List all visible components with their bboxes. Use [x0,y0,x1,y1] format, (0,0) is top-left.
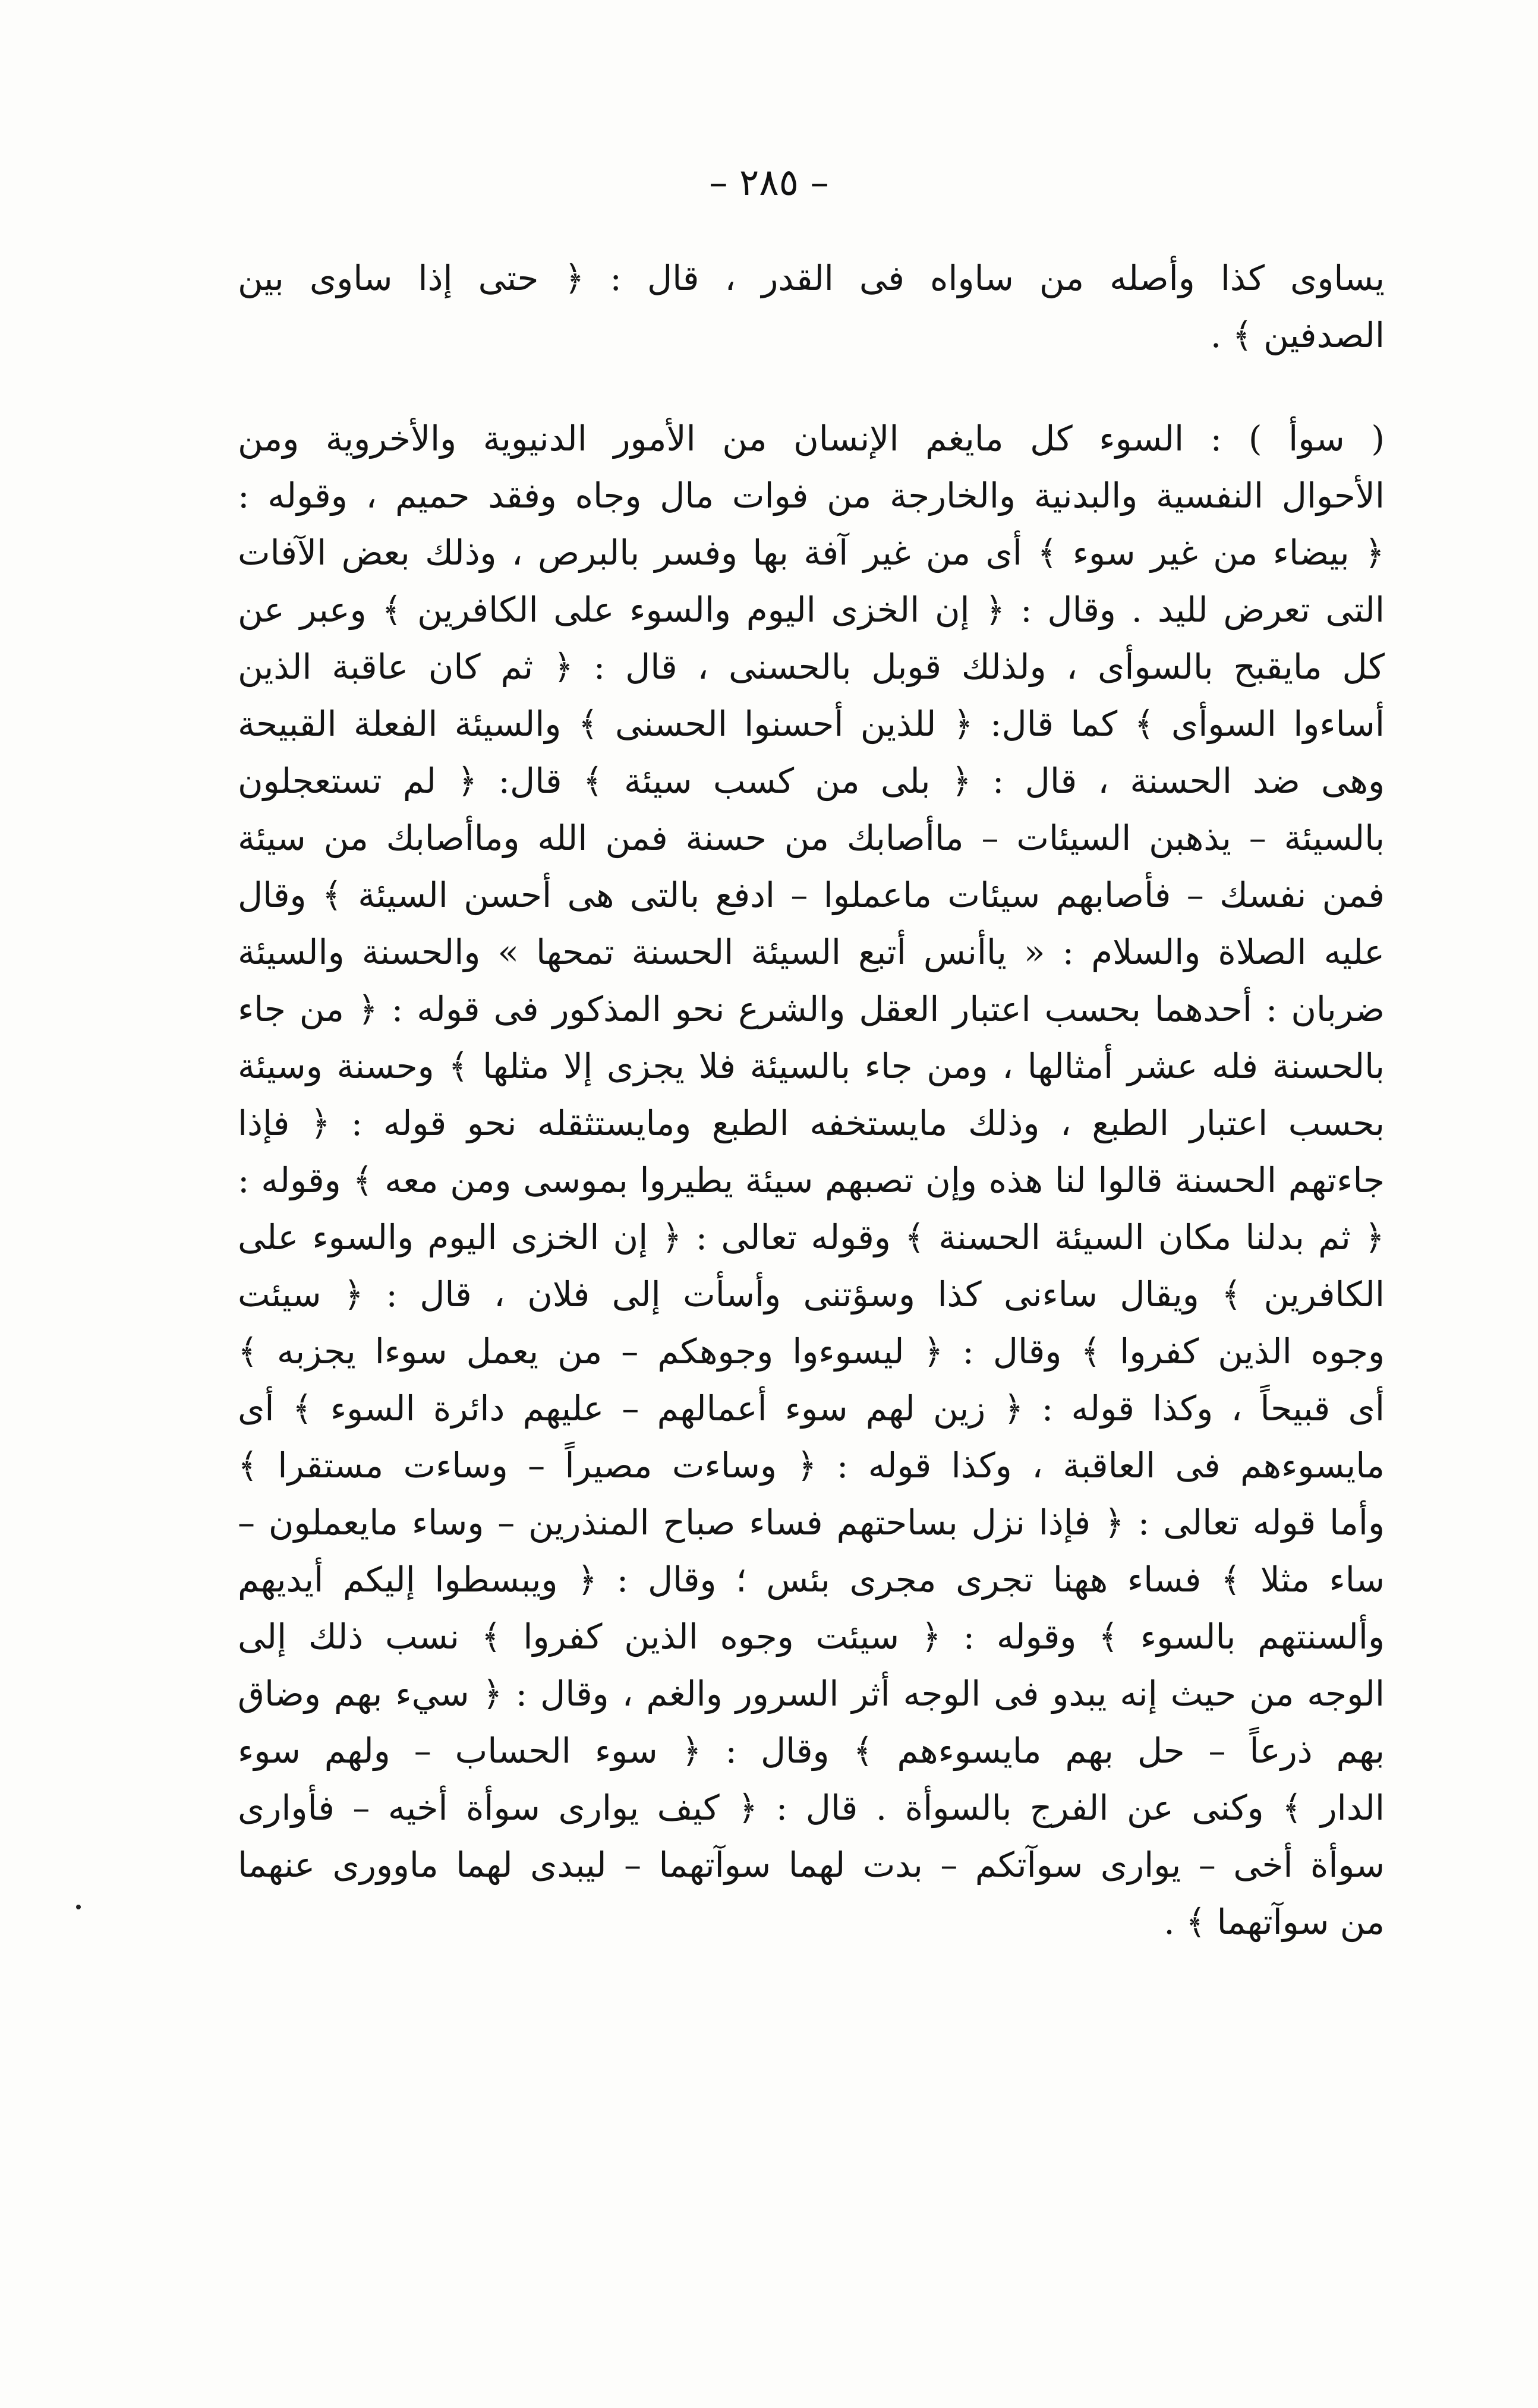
text-line: ساء مثلا ﴾ فساء ههنا تجرى مجرى بئس ؛ وقال : ﴿ ويبسطوا إليكم أيديهم [238,1559,1385,1600]
text-line: الصدفين ﴾ . [1210,315,1385,355]
text-line: من سوآتهما ﴾ . [1164,1902,1385,1942]
text-line: ﴿ ثم بدلنا مكان السيئة الحسنة ﴾ وقوله تعالى : ﴿ إن الخزى اليوم والسوء على [238,1217,1385,1257]
text-line: سوأة أخى – يوارى سوآتكم – بدت لهما سوآتهما – ليبدى لهما ماوورى عنهما [238,1845,1385,1885]
text-line: وأما قوله تعالى : ﴿ فإذا نزل بساحتهم فساء صباح المنذرين – وساء مايعملون – [238,1502,1385,1543]
text-line: عليه الصلاة والسلام : « ياأنس أتبع السيئة الحسنة تمحها » والحسنة والسيئة [238,932,1385,972]
text-line: وهى ضد الحسنة ، قال : ﴿ بلى من كسب سيئة ﴾ قال: ﴿ لم تستعجلون [238,761,1385,801]
text-line: بالسيئة – يذهبن السيئات – ماأصابك من حسنة فمن الله وماأصابك من سيئة [238,818,1385,858]
text-line: يساوى كذا وأصله من ساواه فى القدر ، قال : ﴿ حتى إذا ساوى بين [238,258,1385,298]
text-line: بهم ذرعاً – حل بهم مايسوءهم ﴾ وقال : ﴿ سوء الحساب – ولهم سوء [238,1731,1385,1771]
entry-heading-line: ( سوأ ) : السوء كل مايغم الإنسان من الأمور الدنيوية والأخروية ومن [238,418,1385,459]
text-line: وألسنتهم بالسوء ﴾ وقوله : ﴿ سيئت وجوه الذين كفروا ﴾ نسب ذلك إلى [238,1616,1385,1657]
text-line: جاءتهم الحسنة قالوا لنا هذه وإن تصبهم سيئة يطيروا بموسى ومن معه ﴾ وقوله : [238,1160,1385,1200]
entry-paragraph [238,410,1385,1950]
text-line: بحسب اعتبار الطبع ، وذلك مايستخفه الطبع ومايستثقله نحو قوله : ﴿ فإذا [238,1103,1385,1143]
text-line: الوجه من حيث إنه يبدو فى الوجه أثر السرور والغم ، وقال : ﴿ سيء بهم وضاق [238,1673,1385,1714]
text-line: وجوه الذين كفروا ﴾ وقال : ﴿ ليسوءوا وجوهكم – من يعمل سوءا يجزبه ﴾ [238,1331,1385,1372]
text-line: أساءوا السوأى ﴾ كما قال: ﴿ للذين أحسنوا الحسنى ﴾ والسيئة الفعلة القبيحة [238,704,1385,744]
text-line: مايسوءهم فى العاقبة ، وكذا قوله : ﴿ وساءت مصيراً – وساءت مستقرا ﴾ [238,1445,1385,1486]
text-line: أى قبيحاً ، وكذا قوله : ﴿ زين لهم سوء أعمالهم – عليهم دائرة السوء ﴾ أى [238,1388,1385,1429]
ink-speck [76,1905,81,1909]
text-line: الدار ﴾ وكنى عن الفرج بالسوأة . قال : ﴿ كيف يوارى سوأة أخيه – فأوارى [238,1788,1385,1828]
text-line: كل مايقبح بالسوأى ، ولذلك قوبل بالحسنى ، قال : ﴿ ثم كان عاقبة الذين [238,647,1385,687]
text-line: الكافرين ﴾ ويقال ساءنى كذا وسؤتنى وأسأت إلى فلان ، قال : ﴿ سيئت [238,1274,1385,1315]
text-line: فمن نفسك – فأصابهم سيئات ماعملوا – ادفع بالتى هى أحسن السيئة ﴾ وقال [238,875,1385,915]
text-line: بالحسنة فله عشر أمثالها ، ومن جاء بالسيئة فلا يجزى إلا مثلها ﴾ وحسنة وسيئة [238,1046,1385,1086]
intro-paragraph [238,250,1385,364]
text-line: ﴿ بيضاء من غير سوء ﴾ أى من غير آفة بها وفسر بالبرص ، وذلك بعض الآفات [238,532,1385,573]
text-line: ضربان : أحدهما بحسب اعتبار العقل والشرع نحو المذكور فى قوله : ﴿ من جاء [238,989,1385,1029]
text-line: الأحوال النفسية والبدنية والخارجة من فوات مال وجاه وفقد حميم ، وقوله : [238,475,1385,516]
text-line: التى تعرض لليد . وقال : ﴿ إن الخزى اليوم والسوء على الكافرين ﴾ وعبر عن [238,590,1385,630]
page-number: – ٢٨٥ – [709,160,829,204]
